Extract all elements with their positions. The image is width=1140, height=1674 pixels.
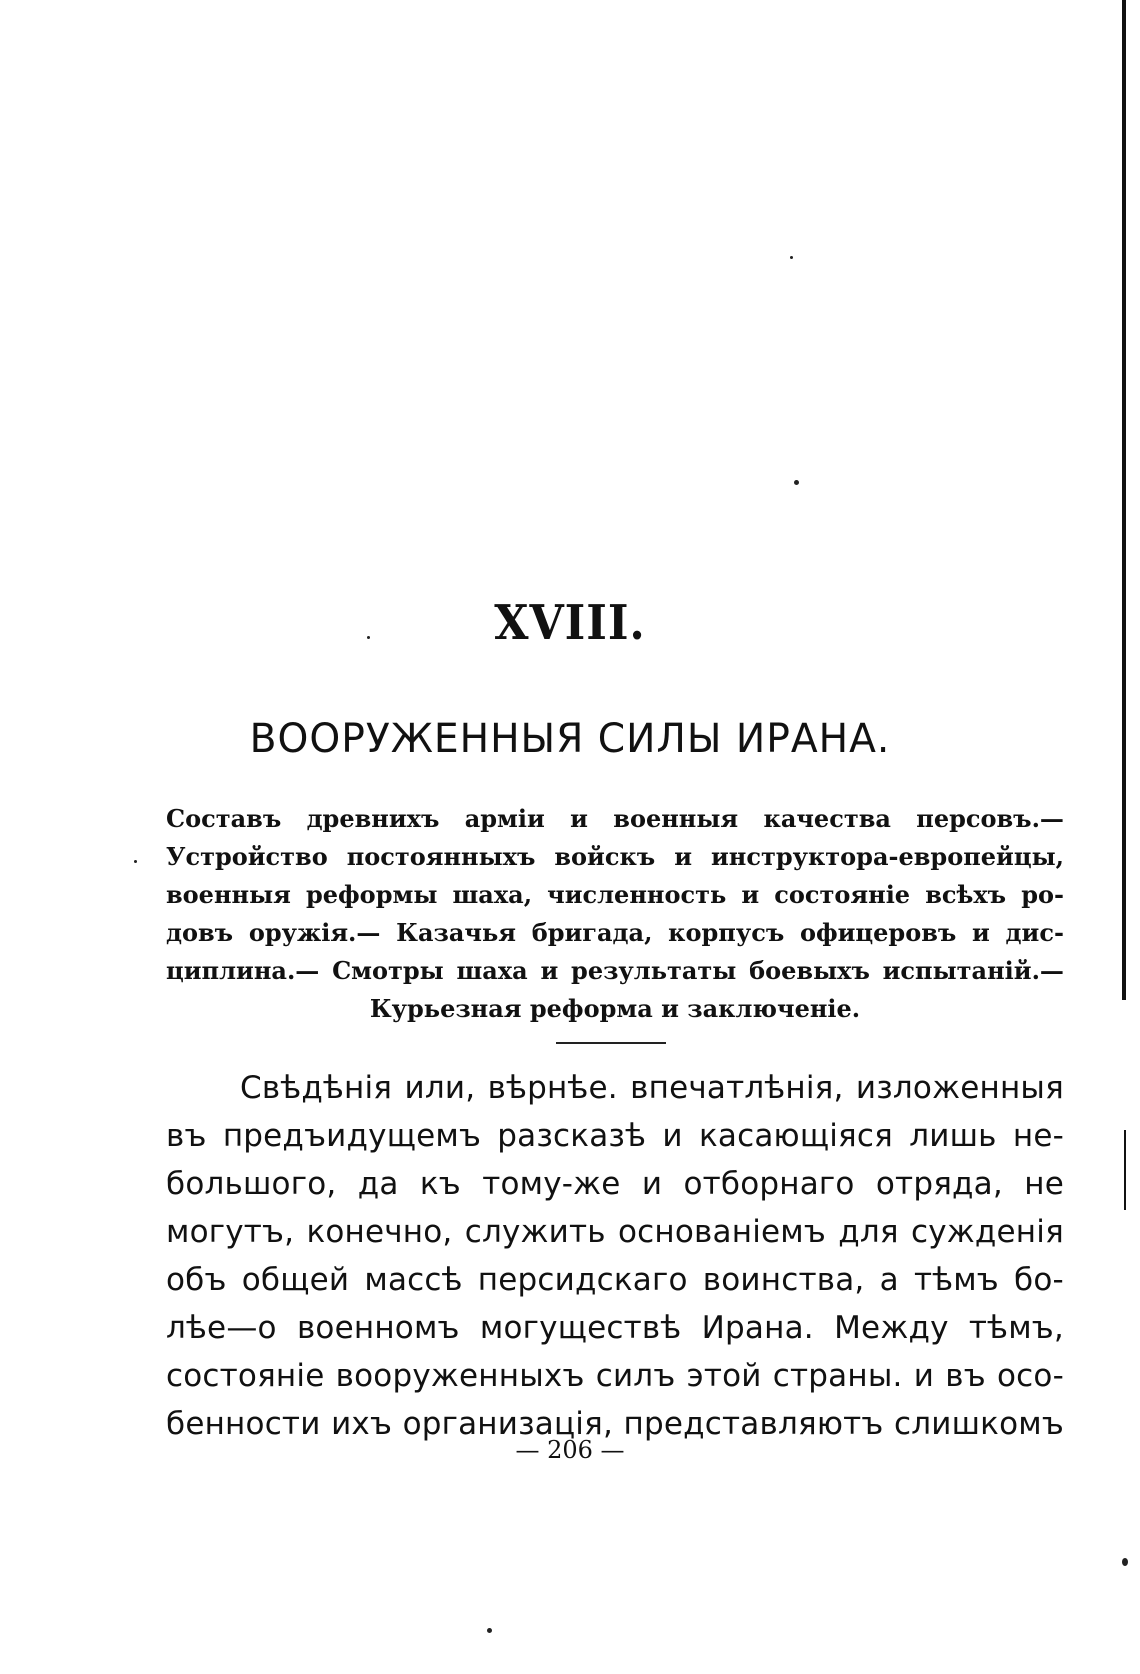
word: и: [913, 1358, 935, 1394]
word: военныя: [166, 880, 291, 909]
summary-line: [166, 914, 1064, 952]
word: впечатлѣнія,: [630, 1070, 844, 1106]
word: циплина.—: [166, 956, 320, 985]
word: корпусъ: [668, 918, 785, 947]
word: шаха: [456, 956, 528, 985]
summary-line: [166, 800, 1064, 838]
body-line: [166, 1352, 1064, 1400]
word: объ: [166, 1262, 227, 1298]
word: не-: [1012, 1118, 1064, 1154]
word: касающіяся: [698, 1118, 893, 1154]
word: массѣ: [364, 1262, 463, 1298]
word: силъ: [595, 1358, 676, 1394]
body-line: [166, 1112, 1064, 1160]
scan-speck: [790, 256, 793, 259]
body-line: [166, 1160, 1064, 1208]
chapter-number: XVIII.: [494, 595, 646, 651]
word: инструктора-европейцы,: [710, 842, 1064, 871]
word: оружія.—: [248, 918, 381, 947]
word: сужденія: [910, 1214, 1064, 1250]
scan-speck: [794, 480, 799, 485]
word: военномъ: [296, 1310, 460, 1346]
word: военныя: [613, 804, 739, 833]
word: состояніе: [166, 1358, 325, 1394]
word: Смотры: [332, 956, 444, 985]
section-divider: [556, 1042, 666, 1044]
chapter-title: ВООРУЖЕННЫЯ СИЛЫ ИРАНА.: [249, 716, 891, 762]
word: разсказѣ: [497, 1118, 647, 1154]
word: ихъ: [331, 1406, 393, 1442]
word: Курьезная реформа и заключеніе.: [369, 994, 861, 1023]
word: страны.: [772, 1358, 903, 1394]
word: организація,: [402, 1406, 614, 1442]
word: качества: [763, 804, 891, 833]
word: и: [540, 956, 559, 985]
word: и: [972, 918, 990, 947]
word: могутъ,: [166, 1214, 295, 1250]
word: изложенныя: [855, 1070, 1064, 1106]
word: древнихъ: [306, 804, 440, 833]
word: и: [741, 880, 760, 909]
summary-line: [166, 876, 1064, 914]
body-line: [166, 1208, 1064, 1256]
body-line: [166, 1064, 1064, 1112]
word: и: [674, 842, 692, 871]
word: персовъ.—: [916, 804, 1064, 833]
word: воинства,: [702, 1262, 865, 1298]
word: довъ: [166, 918, 234, 947]
word: а: [879, 1262, 899, 1298]
word: Составъ: [166, 804, 282, 833]
word: и: [570, 804, 588, 833]
word: Казачья: [396, 918, 516, 947]
word: вѣрнѣе.: [487, 1070, 618, 1106]
word: большого,: [166, 1166, 337, 1202]
word: общей: [241, 1262, 350, 1298]
chapter-summary: [166, 800, 1064, 1028]
scan-speck: [487, 1628, 492, 1633]
body-line: [166, 1256, 1064, 1304]
word: реформы: [305, 880, 438, 909]
word: представляютъ: [623, 1406, 884, 1442]
body-line: [166, 1304, 1064, 1352]
word: и: [641, 1166, 663, 1202]
word: къ: [419, 1166, 461, 1202]
word: лѣе—о: [166, 1310, 277, 1346]
word: этой: [686, 1358, 762, 1394]
scan-speck: [1122, 1558, 1128, 1566]
word: слишкомъ: [894, 1406, 1064, 1442]
word: бенности: [166, 1406, 321, 1442]
summary-line: [166, 990, 1064, 1028]
body-paragraph: [166, 1064, 1064, 1448]
summary-line: [166, 838, 1064, 876]
word: тѣмъ,: [968, 1310, 1064, 1346]
word: постоянныхъ: [346, 842, 536, 871]
word: въ: [945, 1358, 986, 1394]
word: численность: [547, 880, 727, 909]
word: отборнаго: [683, 1166, 855, 1202]
word: конечно,: [306, 1214, 453, 1250]
word: предъидущемъ: [222, 1118, 482, 1154]
word: персидскаго: [477, 1262, 688, 1298]
word: дис-: [1005, 918, 1064, 947]
scan-edge-line: [1122, 0, 1126, 1000]
word: результаты: [571, 956, 737, 985]
word: Между: [834, 1310, 949, 1346]
word: войскъ: [554, 842, 656, 871]
word: боевыхъ: [749, 956, 870, 985]
word: арміи: [464, 804, 545, 833]
word: основаніемъ: [618, 1214, 826, 1250]
word: лишь: [909, 1118, 997, 1154]
word: не: [1024, 1166, 1064, 1202]
word: Свѣдѣнія: [240, 1070, 393, 1106]
word: состояніе: [774, 880, 911, 909]
word: бо-: [1014, 1262, 1064, 1298]
page-number: — 206 —: [515, 1436, 625, 1464]
scan-speck: [134, 860, 137, 863]
word: осо-: [997, 1358, 1064, 1394]
word: да: [357, 1166, 399, 1202]
scan-edge-line-lower: [1124, 1130, 1126, 1210]
summary-line: [166, 952, 1064, 990]
word: тѣмъ: [913, 1262, 999, 1298]
word: тому-же: [482, 1166, 621, 1202]
word: ро-: [1021, 880, 1064, 909]
word: отряда,: [875, 1166, 1003, 1202]
word: всѣхъ: [925, 880, 1007, 909]
word: служить: [464, 1214, 606, 1250]
word: Устройство: [166, 842, 328, 871]
word: для: [838, 1214, 899, 1250]
word: шаха,: [452, 880, 533, 909]
word: испытаній.—: [882, 956, 1064, 985]
word: вооруженныхъ: [335, 1358, 585, 1394]
word: Ирана.: [701, 1310, 814, 1346]
word: и: [662, 1118, 683, 1154]
word: офицеровъ: [799, 918, 957, 947]
word: или,: [404, 1070, 476, 1106]
word: бригада,: [531, 918, 653, 947]
word: въ: [166, 1118, 207, 1154]
word: могуществѣ: [479, 1310, 682, 1346]
